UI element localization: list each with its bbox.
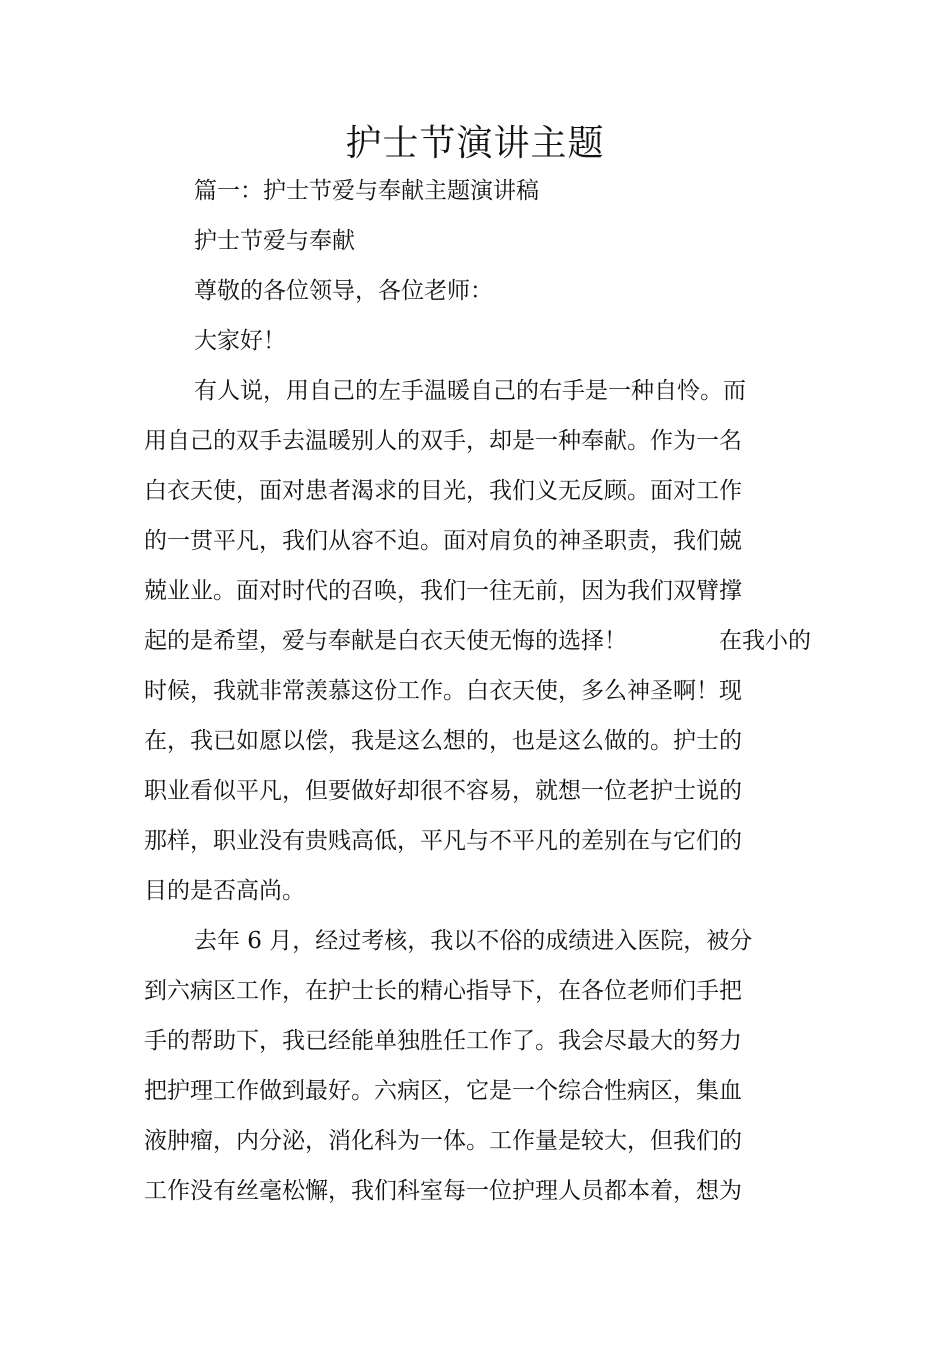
- document-title: 护士节演讲主题: [345, 123, 605, 164]
- paragraph-line: 去年 6 月，经过考核，我以不俗的成绩进入医院，被分: [194, 928, 753, 954]
- paragraph-line: 手的帮助下，我已经能单独胜任工作了。我会尽最大的努力: [144, 1028, 742, 1054]
- paragraph-line: 目的是否高尚。: [144, 878, 305, 904]
- paragraph-line: 有人说，用自己的左手温暖自己的右手是一种自怜。而: [194, 378, 746, 404]
- paragraph-line: 的一贯平凡，我们从容不迫。面对肩负的神圣职责，我们兢: [144, 528, 742, 554]
- paragraph-line: 把护理工作做到最好。六病区，它是一个综合性病区，集血: [144, 1078, 742, 1104]
- paragraph-line: 工作没有丝毫松懈，我们科室每一位护理人员都本着，想为: [144, 1178, 742, 1204]
- section-heading: 篇一：护士节爱与奉献主题演讲稿: [194, 178, 539, 204]
- paragraph-line: 到六病区工作，在护士长的精心指导下，在各位老师们手把: [144, 978, 742, 1004]
- paragraph-line-part: 在我小的: [719, 628, 811, 654]
- paragraph-line: 时候，我就非常羡慕这份工作。白衣天使，多么神圣啊！现: [144, 678, 742, 704]
- paragraph-line: 白衣天使，面对患者渴求的目光，我们义无反顾。面对工作: [144, 478, 742, 504]
- paragraph-line: 那样，职业没有贵贱高低，平凡与不平凡的差别在与它们的: [144, 828, 742, 854]
- paragraph-line-part: 起的是希望，爱与奉献是白衣天使无悔的选择！: [144, 628, 627, 654]
- paragraph-line: 液肿瘤，内分泌，消化科为一体。工作量是较大，但我们的: [144, 1128, 742, 1154]
- paragraph-line: 在，我已如愿以偿，我是这么想的，也是这么做的。护士的: [144, 728, 742, 754]
- paragraph-line: 职业看似平凡，但要做好却很不容易，就想一位老护士说的: [144, 778, 742, 804]
- paragraph-line: [144, 626, 811, 656]
- greeting: 大家好！: [194, 328, 286, 354]
- salutation: 尊敬的各位领导，各位老师：: [194, 278, 493, 304]
- speech-title: 护士节爱与奉献: [194, 228, 355, 254]
- paragraph-line: 兢业业。面对时代的召唤，我们一往无前，因为我们双臂撑: [144, 578, 742, 604]
- paragraph-line: 用自己的双手去温暖别人的双手，却是一种奉献。作为一名: [144, 428, 742, 454]
